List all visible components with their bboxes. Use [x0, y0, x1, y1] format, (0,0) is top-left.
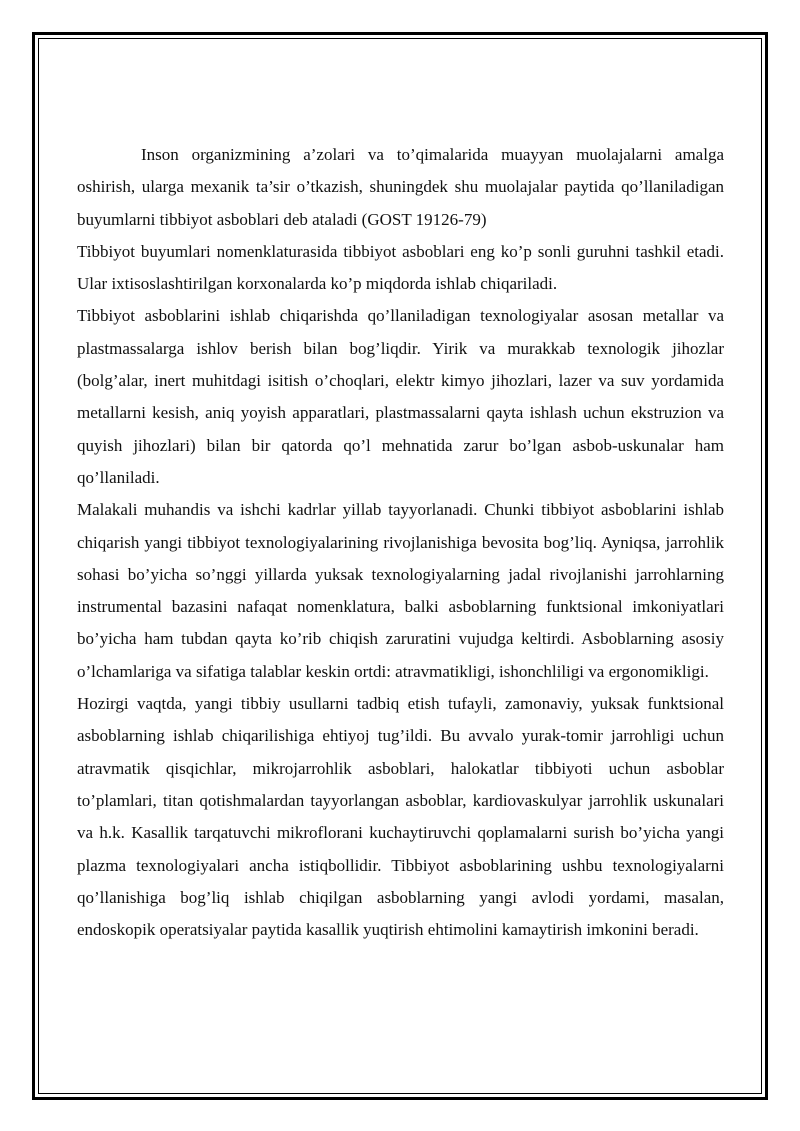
- document-body: [77, 139, 724, 946]
- paragraph-definition: Inson organizmining a’zolari va to’qimalarida muayyan muolajalarni amalga oshirish, ularga mexanik ta’sir o’tkazish, shuningdek shu muolajalar paytida qo’llaniladigan buyumlarni tibbiyot asboblari deb ataladi (GOST 19126-79): [77, 145, 724, 229]
- paragraph-technologies: Tibbiyot asboblarini ishlab chiqarishda qo’llaniladigan texnologiyalar asosan metallar va plastmassalarga ishlov berish bilan bog’liqdir. Yirik va murakkab texnologik jihozlar (bolg’alar, inert muhitdagi isitish o’choqlari, elektr kimyo jihozlari, lazer va suv yordamida metallarni kesish, aniq yoyish apparatlari, plastmassalarni qayta ishlash uchun ekstruzion va quyish jihozlari) bilan bir qatorda qo’l mehnatida zarur bo’lgan asbob-uskunalar ham qo’llaniladi.: [77, 306, 724, 487]
- paragraph-nomenclature: Tibbiyot buyumlari nomenklaturasida tibbiyot asboblari eng ko’p sonli guruhni tashkil etadi. Ular ixtisoslashtirilgan korxonalarda ko’p miqdorda ishlab chiqariladi.: [77, 241, 724, 294]
- paragraph-personnel: Malakali muhandis va ishchi kadrlar yillab tayyorlanadi. Chunki tibbiyot asboblarini ishlab chiqarish yangi tibbiyot texnologiyalarining rivojlanishiga bevosita bog’liq. Ayniqsa, jarrohlik sohasi bo’yicha so’nggi yillarda yuksak texnologiyalarning jadal rivojlanishi jarrohlarning instrumental bazasini nafaqat nomenklatura, balki asboblarning funktsional imkoniyatlari bo’yicha ham tubdan qayta ko’rib chiqish zaruratini vujudga keltirdi. Asboblarning asosiy o’lchamlariga va sifatiga talablar keskin ortdi: atravmatikligi, ishonchliligi va ergonomikligi.: [77, 500, 724, 681]
- paragraph-current-needs: Hozirgi vaqtda, yangi tibbiy usullarni tadbiq etish tufayli, zamonaviy, yuksak funktsional asboblarning ishlab chiqarilishiga ehtiyoj tug’ildi. Bu avvalo yurak-tomir jarrohligi uchun atravmatik qisqichlar, mikrojarrohlik asboblari, halokatlar tibbiyoti uchun asboblar to’plamlari, titan qotishmalardan tayyorlangan asboblar, kardiovaskulyar jarrohlik uskunalari va h.k. Kasallik tarqatuvchi mikroflorani kuchaytiruvchi qoplamalarni surish bo’yicha yangi plazma texnologiyalari ancha istiqbollidir. Tibbiyot asboblarining ushbu texnologiyalarni qo’llanishiga bog’liq ishlab chiqilgan asboblarning yangi avlodi yordami, masalan, endoskopik operatsiyalar paytida kasallik yuqtirish ehtimolini kamaytirish imkonini beradi.: [77, 694, 724, 940]
